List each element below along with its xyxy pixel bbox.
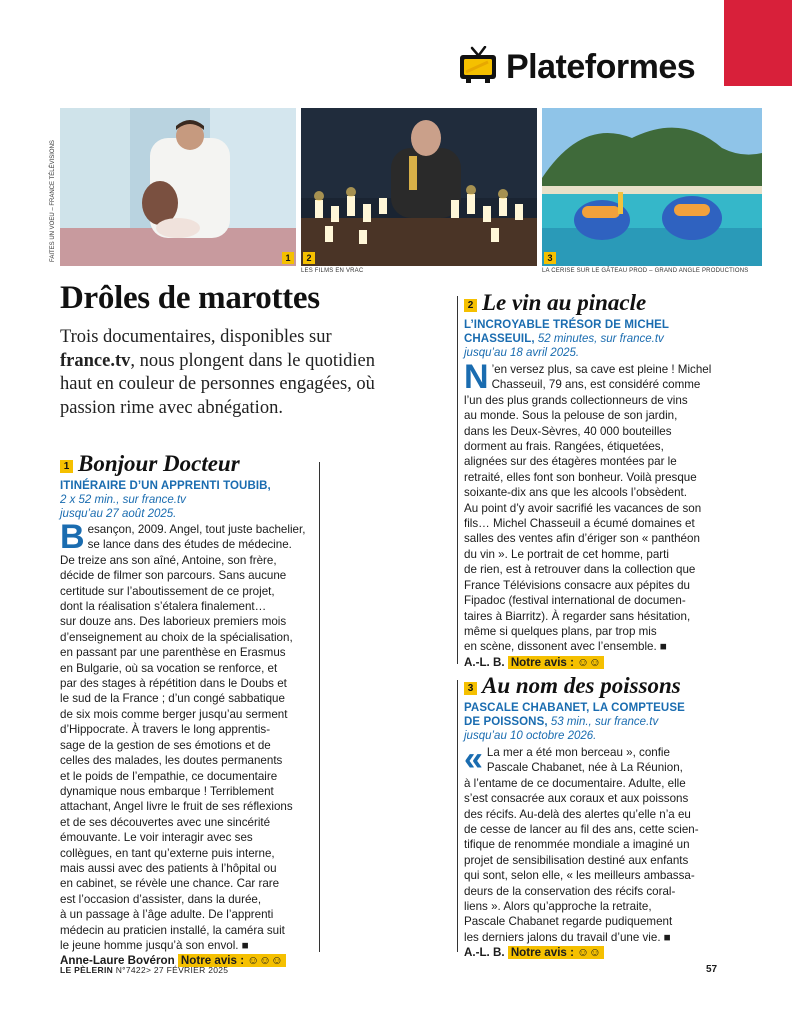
article-1-body-line: et de ses découvertes avec une sincérité bbox=[60, 815, 271, 829]
article-3-body-line: tifique de renommée mondiale a imaginé un bbox=[464, 838, 690, 852]
article-2-body-line: de rien, est à retrouver dans la collection que bbox=[464, 563, 696, 577]
article-2-title-text: Le vin au pinacle bbox=[482, 290, 647, 315]
article-2-body-line: ’en versez plus, sa cave est pleine ! Michel bbox=[491, 363, 712, 376]
article-3-body bbox=[464, 740, 726, 961]
photo-2-badge: 2 bbox=[303, 252, 315, 264]
article-1-duration: 2 x 52 min., sur france.tv bbox=[60, 494, 186, 506]
column-rule-left bbox=[319, 462, 320, 952]
article-3-availability: jusqu’au 10 octobre 2026. bbox=[464, 730, 597, 742]
article-2-body-line: dans les Deux-Sèvres, 40 000 bouteilles bbox=[464, 424, 672, 438]
photo-3-credit: LA CERISE SUR LE GÂTEAU PROD – GRAND ANGLE PRODUCTIONS bbox=[542, 268, 749, 274]
lede bbox=[60, 326, 400, 420]
article-1-body bbox=[60, 518, 322, 969]
article-2-body-line: au monde. Sous la pelouse de son jardin, bbox=[464, 409, 678, 423]
article-2-meta bbox=[464, 318, 744, 360]
article-2-body-line: France Télévisions consacre aux pépites du bbox=[464, 578, 690, 592]
photo-doctor bbox=[60, 108, 296, 266]
article-3-signature: A.-L. B. bbox=[464, 946, 505, 960]
red-corner-tab bbox=[724, 0, 792, 86]
article-1-lines bbox=[60, 518, 322, 953]
page-footer bbox=[60, 965, 228, 975]
article-2-body-line: l’un des plus grands collectionneurs de vins bbox=[464, 393, 688, 407]
article-3-body-line: La mer a été mon berceau », confie bbox=[486, 746, 670, 759]
article-3-number: 3 bbox=[464, 682, 477, 695]
article-2-body-line: dorment au frais. Rangées, étiquetées, bbox=[464, 440, 664, 454]
tv-icon bbox=[458, 46, 498, 89]
article-1-signature: Anne-Laure Bovéron bbox=[60, 954, 175, 968]
article-3-body-line: qui sont, selon elle, « les meilleurs ambassa- bbox=[464, 869, 695, 883]
photo-1-side-credit: FAITES UN VOEU – FRANCE TÉLÉVISIONS bbox=[50, 140, 56, 262]
article-3-lines bbox=[464, 740, 726, 945]
article-3-kicker-line-1: PASCALE CHABANET, LA COMPTEUSE bbox=[464, 702, 685, 714]
article-2-body-line: salles des ventes afin d’ériger son « panthéon bbox=[464, 532, 700, 546]
article-2-signature: A.-L. B. bbox=[464, 655, 505, 669]
article-1-body-line: d’Hippocrate. À travers le long apprentis- bbox=[60, 723, 271, 737]
article-3-body-line: liens ». Alors qu’approche la retraite, bbox=[464, 900, 652, 914]
lede-link: france.tv bbox=[60, 350, 131, 371]
article-1-body-line: se lance dans des études de médecine. bbox=[87, 538, 292, 552]
article-3-rating: Notre avis : ☺☺ bbox=[508, 946, 604, 959]
article-2-title bbox=[464, 290, 646, 316]
article-2-kicker-line-1: L’INCROYABLE TRÉSOR DE MICHEL bbox=[464, 319, 670, 331]
article-3-title-text: Au nom des poissons bbox=[482, 673, 681, 698]
article-2-body-line: retraité, elles font son bonheur. Voilà presque bbox=[464, 470, 697, 484]
article-1-body-line: en passant par une parenthèse en Erasmus bbox=[60, 646, 286, 660]
article-3-meta bbox=[464, 701, 744, 743]
article-1-body-line: certitude sur l’aboutissement de ce projet, bbox=[60, 584, 275, 598]
article-1-body-line: sur douze ans. Des laborieux premiers mois bbox=[60, 615, 287, 629]
article-2-body-line: Au point d’y avoir sacrifié les vacances de son bbox=[464, 501, 702, 515]
article-2-body-line: Fipadoc (festival international de documen- bbox=[464, 594, 686, 608]
article-2-body-line: fils… Michel Chasseuil a écumé domaines et bbox=[464, 517, 695, 531]
article-2-number: 2 bbox=[464, 299, 477, 312]
article-3-title bbox=[464, 673, 681, 699]
article-1-rating: Notre avis : ☺☺☺ bbox=[178, 954, 286, 967]
article-1-meta bbox=[60, 479, 320, 521]
article-1-dropcap: B bbox=[60, 518, 85, 556]
article-2-kicker-line-2: CHASSEUIL, bbox=[464, 333, 535, 345]
column-rule-right-2 bbox=[457, 680, 458, 952]
article-1-body-line: le sud de la France ; d’un congé sabbatique bbox=[60, 692, 285, 706]
article-1-kicker: ITINÉRAIRE D’UN APPRENTI TOUBIB, bbox=[60, 480, 271, 492]
article-1-body-line: dont la réalisation s’étalera finalement… bbox=[60, 600, 267, 614]
article-1-body-line: médecin au praticien installé, la caméra suit bbox=[60, 923, 285, 937]
photo-3-badge: 3 bbox=[544, 252, 556, 264]
article-2-dropcap: N bbox=[464, 358, 489, 396]
article-1-body-line: sage de la gestion de ses émotions et de bbox=[60, 738, 271, 752]
photo-2-credit: LES FILMS EN VRAC bbox=[301, 268, 364, 274]
article-1-body-line: à un passage à l’âge adulte. De l’apprenti bbox=[60, 908, 274, 922]
article-2-body-line: en scène, dissonent avec l’ensemble. ■ bbox=[464, 640, 667, 654]
article-1-title-text: Bonjour Docteur bbox=[78, 451, 240, 476]
article-1-body-line: et le poids de l’empathie, ce documentaire bbox=[60, 769, 278, 783]
page-number: 57 bbox=[706, 964, 718, 975]
section-title: Plateformes bbox=[506, 48, 696, 86]
article-2-body-line: même si quelques plans, par trop mis bbox=[464, 624, 657, 638]
article-1-body-line: mais aussi avec des patients à l’hôpital ou bbox=[60, 861, 277, 875]
article-1-title bbox=[60, 451, 240, 477]
article-1-body-line: le jeune homme jusqu’à son envol. ■ bbox=[60, 938, 249, 952]
article-3-kicker-line-2: DE POISSONS, bbox=[464, 716, 548, 728]
article-3-body-line: projet de sensibilisation destiné aux enfants bbox=[464, 853, 689, 867]
article-2-body-line: soixante-dix ans que les alcools l’obsèdent. bbox=[464, 486, 687, 500]
article-3-footer-line bbox=[464, 945, 726, 960]
article-3-body-line: à l’entame de ce documentaire. Adulte, elle bbox=[464, 776, 686, 790]
article-3-duration: 53 min., sur france.tv bbox=[547, 716, 659, 728]
article-1-body-line: de six mois comme berger jusqu’au serment bbox=[60, 707, 288, 721]
article-2-footer-line bbox=[464, 655, 726, 670]
article-2-body-line: du vin ». Le portrait de cet homme, parti bbox=[464, 547, 669, 561]
article-1-body-line: collègues, en tant qu’externe puis interne, bbox=[60, 846, 275, 860]
article-2-rating: Notre avis : ☺☺ bbox=[508, 656, 604, 669]
article-3-body-line: de cesse de lancer au fil des ans, cette scien- bbox=[464, 823, 699, 837]
article-1-body-line: en cabinet, se révèle une chance. Car rare bbox=[60, 877, 280, 891]
article-2-body-line: taires à Biarritz). À regarder sans hésitation, bbox=[464, 609, 691, 623]
article-3-body-line: les derniers jalons du travail d’une vie. ■ bbox=[464, 930, 671, 944]
article-3-body-line: deurs de la conservation des récifs coral- bbox=[464, 884, 676, 898]
article-1-body-line: esançon, 2009. Angel, tout juste bachelier, bbox=[87, 523, 306, 536]
article-1-body-line: celles des malades, les doutes permanents bbox=[60, 754, 283, 768]
article-1-number: 1 bbox=[60, 460, 73, 473]
article-1-body-line: émouvante. Le voir interagir avec ses bbox=[60, 831, 253, 845]
article-1-availability: jusqu’au 27 août 2025. bbox=[60, 508, 177, 520]
lede-before: Trois documentaires, disponibles sur bbox=[60, 327, 332, 347]
article-1-body-line: dynamique nous embarque ! Terriblement bbox=[60, 784, 274, 798]
article-2-body bbox=[464, 358, 726, 670]
lede-after: , nous plongent dans le quotidien haut en couleur de personnes engagées, où passion rime avec abnégation. bbox=[60, 350, 375, 418]
article-2-body-line: Chasseuil, 79 ans, est considéré comme bbox=[491, 378, 701, 392]
article-3-body-line: s’est consacrée aux coraux et aux poissons bbox=[464, 792, 689, 806]
article-2-body-line: alignées sur des étagères montées par le bbox=[464, 455, 677, 469]
article-3-body-line: Pascale Chabanet, née à La Réunion, bbox=[486, 761, 683, 775]
article-1-body-line: d’enseignement au choix de la spécialisation, bbox=[60, 630, 293, 644]
article-1-body-line: attachant, Angel livre le fruit de ses réflexions bbox=[60, 800, 293, 814]
issue-info: N°7422> 27 FÉVRIER 2025 bbox=[113, 965, 229, 975]
photo-wine-collector bbox=[301, 108, 537, 266]
article-1-body-line: est l’occasion d’assister, dans la durée, bbox=[60, 892, 262, 906]
photo-snorkeling bbox=[542, 108, 762, 266]
article-1-body-line: De treize ans son aîné, Antoine, son frère, bbox=[60, 553, 277, 567]
article-3-body-line: des récifs. Au-delà des alertes qu’elle n’a eu bbox=[464, 807, 691, 821]
section-header bbox=[458, 46, 695, 89]
article-3-quote-mark: « bbox=[464, 740, 483, 778]
article-1-body-line: par des stages à répétition dans le Doubs et bbox=[60, 677, 287, 691]
page-title: Drôles de marottes bbox=[60, 280, 320, 316]
article-1-body-line: en Bulgarie, où sa vocation se renforce, et bbox=[60, 661, 278, 675]
article-3-body-line: Pascale Chabanet regarde pudiquement bbox=[464, 915, 673, 929]
article-1-body-line: décide de filmer son parcours. Sans aucune bbox=[60, 569, 287, 583]
magazine-name: LE PÈLERIN bbox=[60, 965, 114, 975]
photo-1-badge: 1 bbox=[282, 252, 294, 264]
article-2-availability: jusqu’au 18 avril 2025. bbox=[464, 347, 580, 359]
article-2-lines bbox=[464, 358, 726, 655]
column-rule-right-1 bbox=[457, 296, 458, 664]
article-2-duration: 52 minutes, sur france.tv bbox=[534, 333, 664, 345]
